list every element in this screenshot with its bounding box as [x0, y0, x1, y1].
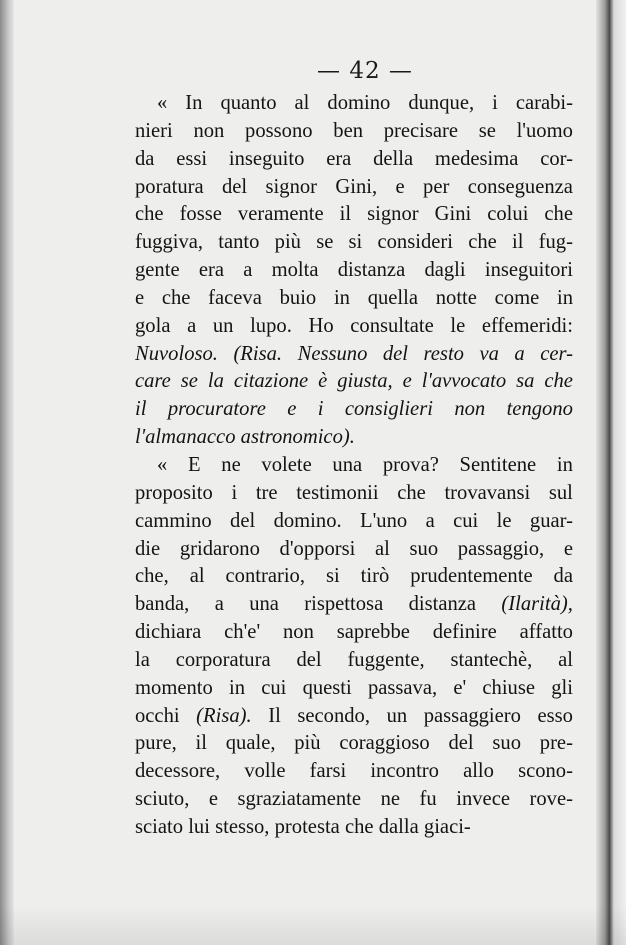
word: incontro — [370, 760, 439, 783]
page-bottom-shade — [0, 905, 626, 945]
word: e — [563, 537, 573, 560]
word: era — [326, 147, 352, 170]
word: testimonii — [296, 481, 379, 504]
word: che — [544, 370, 573, 393]
word: secondo, — [297, 704, 371, 727]
word: il — [135, 398, 147, 421]
word: l'almanacco — [135, 426, 236, 449]
word: possono — [245, 119, 313, 142]
word: passaggiero — [423, 704, 521, 727]
word: signor — [367, 203, 419, 226]
word: poratura — [135, 175, 204, 198]
word: L'uno — [360, 509, 408, 532]
punctuation: , — [567, 593, 573, 616]
word: e' — [453, 676, 467, 699]
text-line — [135, 90, 573, 118]
word: Gini, — [335, 175, 378, 198]
word: esso — [537, 704, 573, 727]
word: citazione — [233, 370, 309, 393]
word: effemeridi: — [481, 314, 573, 337]
word: che — [135, 203, 164, 226]
word: resto — [423, 342, 464, 365]
word: la — [135, 648, 150, 671]
word: veramente — [237, 203, 324, 226]
word: e — [402, 370, 412, 393]
word: nieri — [135, 119, 173, 142]
word: e — [287, 398, 297, 421]
word: questi — [302, 676, 352, 699]
word: tirò — [360, 565, 390, 588]
word: rispettosa — [304, 593, 384, 616]
word: Sentitene — [459, 453, 537, 476]
word: cer- — [540, 342, 573, 365]
word: a — [514, 342, 525, 365]
word: un — [212, 314, 234, 337]
word: se — [478, 119, 496, 142]
word: chiuse — [482, 676, 536, 699]
word: proposito — [135, 481, 213, 504]
word: allo — [463, 760, 494, 783]
word: ne — [380, 788, 401, 811]
word: il — [195, 732, 207, 755]
word: stantechè, — [450, 648, 533, 671]
word: Ho — [308, 314, 334, 337]
word: saprebbe — [336, 621, 410, 644]
word-part: . — [246, 704, 252, 727]
word: procuratore — [167, 398, 266, 421]
word: quale, — [225, 732, 276, 755]
word: farsi — [309, 760, 347, 783]
page-edge-shadow — [596, 0, 626, 945]
word: tengono — [506, 398, 573, 421]
word: sgraziatamente — [237, 788, 362, 811]
word: molta — [271, 259, 319, 282]
word: cor- — [540, 147, 573, 170]
word: volete — [261, 453, 312, 476]
word: del — [221, 175, 248, 198]
word: protesta — [274, 815, 340, 838]
text-line — [135, 703, 573, 731]
word: sciato — [135, 815, 184, 838]
word: affatto — [519, 621, 573, 644]
word: signor — [265, 175, 318, 198]
word: a — [187, 314, 197, 337]
word: medesima — [434, 147, 519, 170]
word: giusta, — [337, 370, 393, 393]
text-line — [135, 229, 573, 257]
word: occhi — [135, 704, 180, 727]
word: prudentemente — [410, 565, 533, 588]
text-line — [135, 758, 573, 786]
word: suo — [409, 537, 439, 560]
text-line — [135, 396, 573, 424]
word: in — [556, 453, 573, 476]
word: che, — [135, 565, 169, 588]
word: inseguito — [228, 147, 305, 170]
word: scono- — [518, 760, 573, 783]
word: lupo. — [250, 314, 292, 337]
word: quanto — [220, 92, 277, 114]
word: a — [214, 593, 224, 616]
word: l'uomo — [516, 119, 573, 142]
word: suo — [492, 732, 522, 755]
word: sciuto, — [135, 788, 190, 811]
word: banda, — [135, 593, 190, 616]
word: del — [296, 648, 322, 671]
word: contrario, — [225, 565, 305, 588]
word: trovavansi — [444, 481, 531, 504]
text-line — [135, 368, 573, 396]
text-line — [135, 341, 573, 369]
word: pure, — [135, 732, 177, 755]
word: era — [198, 259, 224, 282]
word: i — [231, 481, 238, 504]
word: che — [397, 481, 426, 504]
word: le — [450, 314, 466, 337]
word: i — [492, 92, 498, 114]
word: più — [274, 231, 301, 254]
word: non — [193, 119, 225, 142]
word: passava, — [367, 676, 438, 699]
word: il — [511, 231, 524, 254]
word: più — [294, 732, 321, 755]
word: cui — [453, 509, 479, 532]
word: quella — [367, 286, 419, 309]
word: come — [494, 286, 540, 309]
word: al — [294, 92, 310, 114]
word: cui — [261, 676, 287, 699]
word: del — [382, 342, 409, 365]
word: (Risa. — [233, 342, 283, 365]
word: cammino — [135, 509, 212, 532]
text-line — [135, 285, 573, 313]
text-line — [135, 424, 573, 452]
word: non — [282, 621, 314, 644]
word: la — [207, 370, 224, 393]
word: dunque, — [408, 92, 475, 114]
word: lui — [188, 815, 210, 838]
word: fu — [419, 788, 437, 811]
word: dagli — [424, 259, 466, 282]
word: l'avvocato — [421, 370, 507, 393]
word: e — [208, 788, 219, 811]
text-line — [135, 118, 573, 146]
word: consideri — [377, 231, 453, 254]
word: un — [386, 704, 408, 727]
word: del — [230, 509, 256, 532]
text-line — [135, 536, 573, 564]
text-line — [135, 452, 573, 480]
word: consiglieri — [344, 398, 433, 421]
word: una — [249, 593, 279, 616]
word: da — [135, 147, 155, 170]
word: al — [558, 648, 573, 671]
page-number: — 42 — — [317, 58, 413, 84]
word: ne — [221, 453, 241, 476]
punctuation: ). — [342, 426, 355, 449]
word: prova? — [382, 453, 439, 476]
word: distanza — [337, 259, 406, 282]
text-line — [135, 591, 573, 619]
page-binding-shadow — [0, 0, 14, 945]
word: faceva — [208, 286, 262, 309]
word: a — [425, 509, 435, 532]
word: notte — [435, 286, 477, 309]
word: il — [339, 203, 352, 226]
text-line — [135, 313, 573, 341]
word: precisare — [383, 119, 459, 142]
word: Il — [268, 704, 281, 727]
word: die — [135, 537, 161, 560]
text-line — [135, 730, 573, 758]
word: giaci- — [423, 815, 471, 838]
word: dichiara — [135, 621, 202, 644]
word: conseguenza — [467, 175, 573, 198]
word: care — [135, 370, 171, 393]
word: pre- — [539, 732, 573, 755]
word: tre — [255, 481, 278, 504]
text-line — [135, 647, 573, 675]
word: che — [468, 231, 497, 254]
word: Nuvoloso. — [135, 342, 218, 365]
word: rove- — [529, 788, 573, 811]
word: essi — [176, 147, 208, 170]
word: corporatura — [175, 648, 271, 671]
word: astronomico). — [241, 424, 355, 452]
word: e — [135, 286, 145, 309]
word: in — [333, 286, 350, 309]
word: colui — [487, 203, 529, 226]
word: E — [187, 453, 201, 476]
word: fosse — [179, 203, 222, 226]
word: tanto — [218, 231, 260, 254]
word: una — [332, 453, 363, 476]
word: le — [496, 509, 512, 532]
text-line — [135, 675, 573, 703]
word: fuggiva, — [135, 231, 204, 254]
word: e — [395, 175, 405, 198]
word: inseguitori — [484, 259, 573, 282]
word: « — [157, 453, 168, 476]
text-line — [135, 174, 573, 202]
word: è — [318, 370, 328, 393]
word: definire — [432, 621, 497, 644]
word: al — [189, 565, 205, 588]
body-text — [135, 90, 573, 842]
word: invece — [456, 788, 510, 811]
word: i — [317, 398, 324, 421]
text-line — [135, 786, 573, 814]
text-line — [135, 201, 573, 229]
word: momento — [135, 676, 213, 699]
word: consultate — [350, 314, 434, 337]
word: gridarono — [179, 537, 260, 560]
text-line — [135, 508, 573, 536]
word: si — [325, 565, 340, 588]
word: coraggioso — [339, 732, 430, 755]
word: ch'e' — [224, 621, 261, 644]
word: fug- — [538, 231, 573, 254]
word: da — [553, 565, 573, 588]
word: (Risa). — [196, 703, 251, 731]
word: non — [454, 398, 486, 421]
word: in — [556, 286, 573, 309]
word: volle — [244, 760, 286, 783]
word: (Ilarità), — [501, 591, 573, 619]
word: gola — [135, 314, 171, 337]
word: In — [185, 92, 203, 114]
word: d'opporsi — [279, 537, 356, 560]
word: guar- — [529, 509, 573, 532]
word: della — [373, 147, 414, 170]
word: distanza — [408, 593, 477, 616]
word: in — [228, 676, 246, 699]
word: se — [316, 231, 334, 254]
text-line — [135, 146, 573, 174]
word: si — [348, 231, 363, 254]
text-line — [135, 257, 573, 285]
word: che — [344, 815, 374, 838]
word: buio — [279, 286, 317, 309]
word: gli — [551, 676, 573, 699]
word: ben — [333, 119, 363, 142]
word: se — [180, 370, 198, 393]
word: al — [375, 537, 390, 560]
word: a — [243, 259, 253, 282]
word: per — [423, 175, 450, 198]
word: sa — [516, 370, 535, 393]
text-line — [135, 563, 573, 591]
word: passaggio, — [457, 537, 545, 560]
text-line — [135, 814, 573, 842]
word: che — [544, 203, 573, 226]
word: Gini — [434, 203, 472, 226]
text-line — [135, 480, 573, 508]
word: va — [479, 342, 499, 365]
word: del — [448, 732, 474, 755]
text-line — [135, 619, 573, 647]
word: Nessuno — [297, 342, 368, 365]
word: che — [161, 286, 191, 309]
word: sul — [548, 481, 573, 504]
word: gente — [135, 259, 180, 282]
word: carabi- — [515, 92, 573, 114]
word: stesso, — [215, 815, 270, 838]
word: dalla — [378, 815, 419, 838]
word: « — [157, 92, 168, 114]
word: domino. — [273, 509, 342, 532]
word: decessore, — [135, 760, 221, 783]
word: domino — [327, 92, 391, 114]
word: fuggente, — [347, 648, 425, 671]
